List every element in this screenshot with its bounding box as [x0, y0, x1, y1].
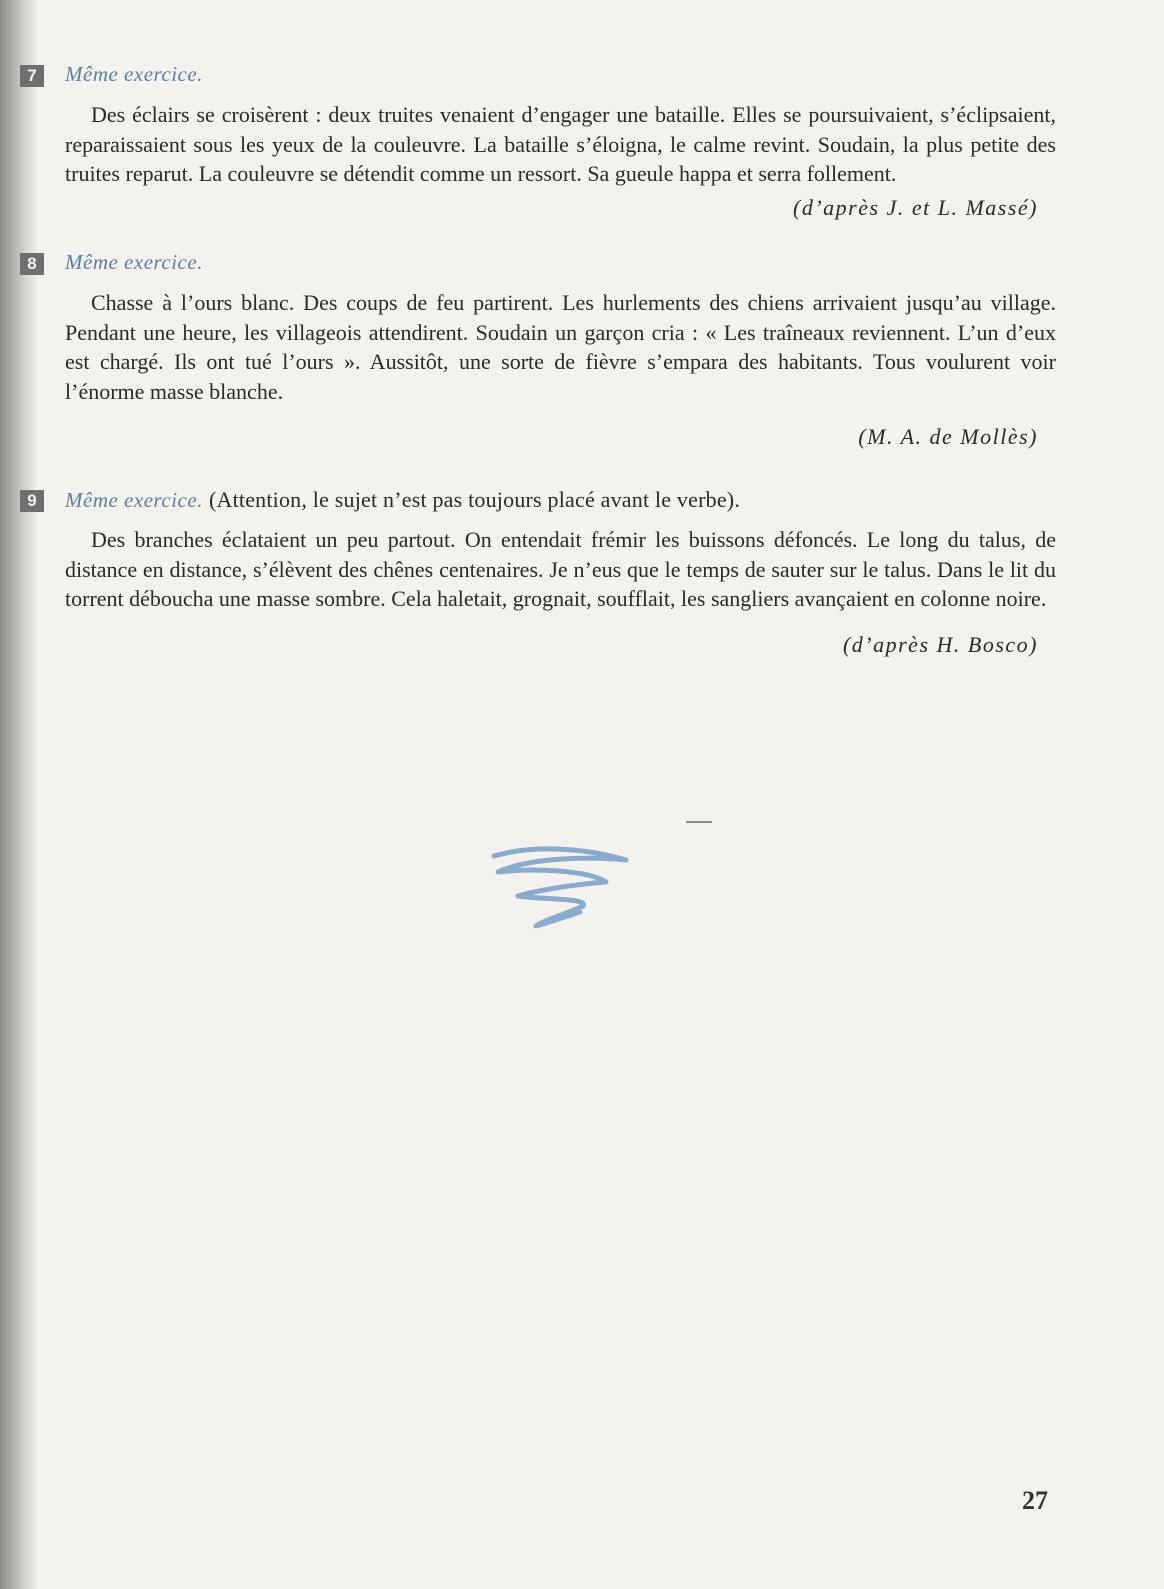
exercise-title-line: [65, 487, 740, 513]
exercise-text: Des branches éclataient un peu partout. On entendait frémir les buissons défoncés. Le long du talus, de distance en distance, s’élèvent des chênes centenaires. Je n’eus que le temps de sauter sur le talus. Dans le lit du torrent déboucha une masse sombre. Cela haletait, grognait, soufflait, les sangliers avançaient en colonne noire.: [65, 527, 1056, 611]
exercise-header: [20, 62, 1060, 92]
exercise-title: Même exercice.: [65, 488, 203, 512]
blue-pen-scribble-icon: [488, 842, 638, 937]
exercise-header: [20, 250, 1060, 280]
exercise-number-badge: 9: [20, 490, 44, 512]
exercise-source: (d’après H. Bosco): [842, 631, 1038, 657]
binding-shadow: [0, 0, 38, 1589]
exercise-8: [20, 250, 1060, 450]
stray-mark: [686, 821, 712, 823]
exercise-title: Même exercice.: [65, 250, 203, 274]
exercise-source: (d’après J. et L. Massé): [793, 194, 1038, 220]
page-number: 27: [1022, 1486, 1048, 1515]
exercise-7: [20, 62, 1060, 221]
exercise-note: (Attention, le sujet n’est pas toujours placé avant le verbe).: [208, 487, 741, 512]
exercise-text: Des éclairs se croisèrent : deux truites venaient d’engager une bataille. Elles se poursuivaient, s’éclipsaient, reparaissaient sous les yeux de la couleuvre. La bataille s’éloigna, le calme revint. Soudain, la plus petite des truites reparut. La couleuvre se détendit comme un ressort. Sa gueule happa et serra follement.: [65, 102, 1056, 186]
exercise-source: (M. A. de Mollès): [858, 424, 1038, 449]
exercise-header: [20, 487, 1060, 517]
exercise-number-badge: 7: [20, 65, 44, 87]
exercise-number-badge: 8: [20, 253, 44, 275]
exercise-text: Chasse à l’ours blanc. Des coups de feu partirent. Les hurlements des chiens arrivaient jusqu’au village. Pendant une heure, les villageois attendirent. Soudain un garçon cria : « Les traîneaux reviennent. L’un d’eux est chargé. Ils ont tué l’ours ». Aussitôt, une sorte de fièvre s’empara des habitants. Tous voulurent voir l’énorme masse blanche.: [65, 290, 1056, 404]
exercise-9: [20, 487, 1060, 658]
exercise-title: Même exercice.: [65, 62, 203, 86]
